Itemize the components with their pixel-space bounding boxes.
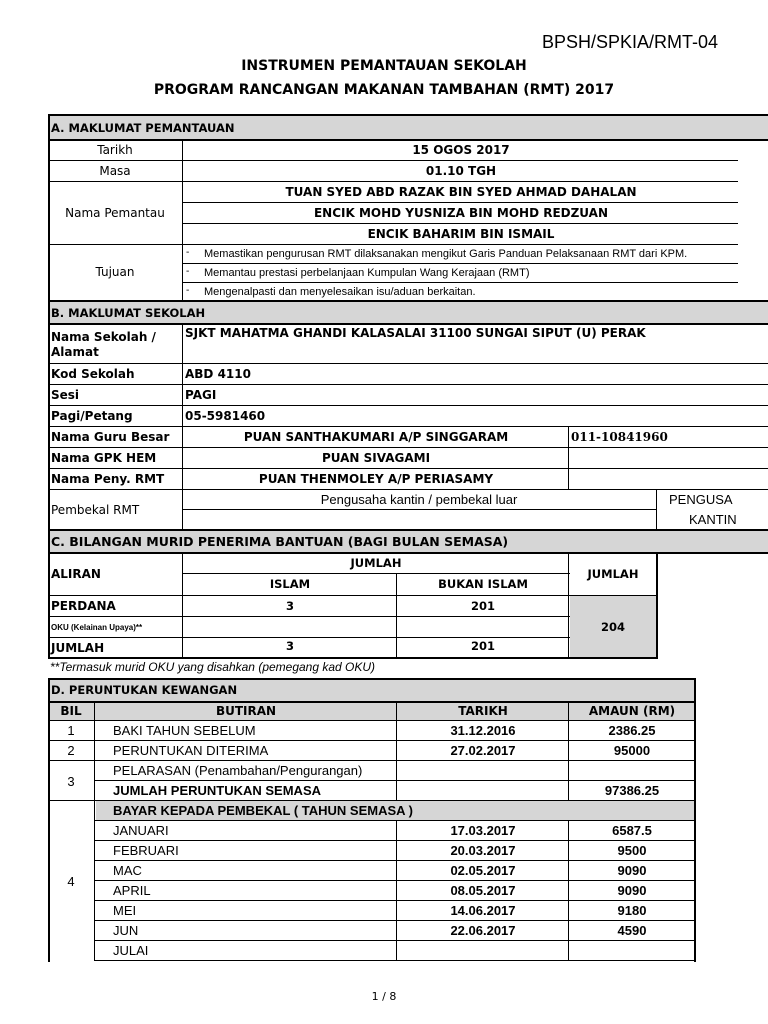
row-amaun: 95000 (613, 743, 651, 758)
guru-besar-value: PUAN SANTHAKUMARI A/P SINGGARAM (243, 430, 509, 444)
section-b-heading: B. MAKLUMAT SEKOLAH (48, 302, 768, 324)
pagi-petang-value: 05-5981460 (185, 409, 266, 423)
row-perdana-islam: 3 (285, 599, 294, 613)
col-header-amaun: AMAUN (RM) (588, 704, 676, 718)
month-row-rule (94, 860, 696, 861)
month-butiran: JULAI (113, 943, 149, 958)
pembekal-right-2: KANTIN (689, 512, 737, 527)
peny-label: Nama Peny. RMT (51, 472, 165, 486)
guru-besar-label: Nama Guru Besar (51, 430, 170, 444)
bullet-dash: - (186, 266, 190, 277)
bullet-dash: - (186, 247, 190, 258)
jumlah-right-label: JUMLAH (587, 567, 639, 581)
row-butiran: BAKI TAHUN SEBELUM (113, 723, 256, 738)
masa-label: Masa (99, 164, 131, 178)
row-bil: 3 (67, 773, 75, 789)
pemantau-name: ENCIK MOHD YUSNIZA BIN MOHD REDZUAN (313, 206, 609, 220)
page-number: 1 / 8 (371, 990, 397, 1003)
jumlah-peruntukan-label: JUMLAH PERUNTUKAN SEMASA (113, 783, 322, 798)
jumlah-group-label: JUMLAH (350, 556, 402, 570)
month-amaun: 4590 (617, 923, 647, 938)
row-tarikh: 27.02.2017 (450, 743, 516, 758)
month-amaun: 6587.5 (612, 823, 652, 838)
month-row-rule (94, 920, 696, 921)
pemantau-name: ENCIK BAHARIM BIN ISMAIL (367, 227, 555, 241)
pembekal-value: Pengusaha kantin / pembekal luar (320, 492, 518, 507)
pagi-petang-label: Pagi/Petang (51, 409, 133, 423)
tujuan-item: Memastikan pengurusan RMT dilaksanakan mengikut Garis Panduan Pelaksanaan RMT dari KPM. (204, 248, 688, 260)
row-butiran: PERUNTUKAN DITERIMA (113, 743, 269, 758)
oku-note: **Termasuk murid OKU yang disahkan (pemegang kad OKU) (50, 660, 376, 674)
total-cell: 204 (570, 596, 656, 658)
bukan-islam-label: BUKAN ISLAM (438, 577, 528, 591)
islam-label: ISLAM (269, 577, 311, 591)
document-subtitle: PROGRAM RANCANGAN MAKANAN TAMBAHAN (RMT) 2017 (153, 82, 615, 98)
row-bil-4: 4 (67, 873, 75, 889)
masa-value: 01.10 TGH (425, 164, 497, 178)
document-title: INSTRUMEN PEMANTAUAN SEKOLAH (241, 58, 527, 74)
row-oku-label: OKU (Kelainan Upaya)** (51, 622, 143, 632)
month-row-rule (94, 960, 696, 961)
jumlah-peruntukan-amaun: 97386.25 (604, 783, 660, 798)
month-row-rule (94, 900, 696, 901)
col-header-butiran: BUTIRAN (215, 704, 277, 718)
bullet-dash: - (186, 285, 190, 296)
sesi-label: Sesi (51, 388, 80, 402)
row-butiran: PELARASAN (Penambahan/Pengurangan) (113, 763, 363, 778)
gpk-label: Nama GPK HEM (51, 451, 157, 465)
tarikh-label: Tarikh (97, 143, 133, 157)
row-bil: 1 (67, 723, 75, 738)
document-code: BPSH/SPKIA/RMT-04 (541, 32, 718, 52)
row-oku-islam (184, 617, 396, 637)
kod-value: ABD 4110 (185, 367, 251, 381)
row-perdana-label: PERDANA (51, 599, 116, 613)
peny-value: PUAN THENMOLEY A/P PERIASAMY (258, 472, 494, 486)
nama-sekolah-label: Nama Sekolah / Alamat (51, 330, 156, 359)
month-row-rule (94, 880, 696, 881)
section-a-heading: A. MAKLUMAT PEMANTAUAN (48, 116, 768, 140)
month-row-rule (94, 840, 696, 841)
tujuan-item: Memantau prestasi perbelanjaan Kumpulan Wang Kerajaan (RMT) (204, 267, 530, 279)
month-tarikh: 22.06.2017 (450, 923, 516, 938)
kod-label: Kod Sekolah (51, 367, 135, 381)
row-jumlah-label: JUMLAH (51, 641, 105, 655)
month-butiran: FEBRUARI (113, 843, 179, 858)
month-tarikh: 20.03.2017 (450, 843, 516, 858)
row-perdana-bukan: 201 (470, 599, 495, 613)
pemantau-name: TUAN SYED ABD RAZAK BIN SYED AHMAD DAHALAN (285, 185, 637, 199)
month-amaun: 9090 (617, 863, 647, 878)
month-amaun (570, 941, 694, 960)
month-butiran: JANUARI (113, 823, 169, 838)
row-tarikh: 31.12.2016 (450, 723, 516, 738)
sesi-value: PAGI (185, 388, 217, 402)
guru-besar-phone: 011-10841960 (571, 430, 668, 444)
month-butiran: MEI (113, 903, 137, 918)
row-amaun: 2386.25 (608, 723, 656, 738)
month-amaun: 9180 (617, 903, 647, 918)
month-tarikh: 02.05.2017 (450, 863, 516, 878)
month-amaun: 9090 (617, 883, 647, 898)
month-butiran: JUN (113, 923, 139, 938)
pembekal-label: Pembekal RMT (51, 503, 140, 517)
row-jumlah-bukan: 201 (470, 639, 495, 653)
pemantau-label: Nama Pemantau (65, 206, 165, 220)
month-butiran: APRIL (113, 883, 151, 898)
pembekal-right-1: PENGUSA (669, 492, 733, 507)
month-tarikh (398, 941, 568, 960)
month-butiran: MAC (113, 863, 142, 878)
gpk-value: PUAN SIVAGAMI (321, 451, 431, 465)
tujuan-label: Tujuan (95, 265, 135, 279)
section-c-heading: C. BILANGAN MURID PENERIMA BANTUAN (BAGI BULAN SEMASA) (48, 530, 768, 552)
bayar-heading: BAYAR KEPADA PEMBEKAL ( TAHUN SEMASA ) (113, 803, 413, 818)
col-header-tarikh: TARIKH (458, 704, 508, 718)
month-row-rule (94, 940, 696, 941)
tujuan-item: Mengenalpasti dan menyelesaikan isu/aduan berkaitan. (204, 286, 476, 298)
month-amaun: 9500 (617, 843, 647, 858)
tarikh-value: 15 OGOS 2017 (412, 143, 510, 157)
row-bil: 2 (67, 743, 75, 758)
month-tarikh: 08.05.2017 (450, 883, 516, 898)
nama-sekolah-value: SJKT MAHATMA GHANDI KALASALAI 31100 SUNGAI SIPUT (U) PERAK (185, 326, 646, 340)
col-header-bil: BIL (60, 704, 82, 718)
row-oku-bukan (398, 617, 568, 637)
row-jumlah-islam: 3 (285, 639, 294, 653)
month-tarikh: 14.06.2017 (450, 903, 516, 918)
month-tarikh: 17.03.2017 (450, 823, 516, 838)
section-d-heading: D. PERUNTUKAN KEWANGAN (48, 679, 694, 701)
aliran-label: ALIRAN (51, 567, 101, 581)
